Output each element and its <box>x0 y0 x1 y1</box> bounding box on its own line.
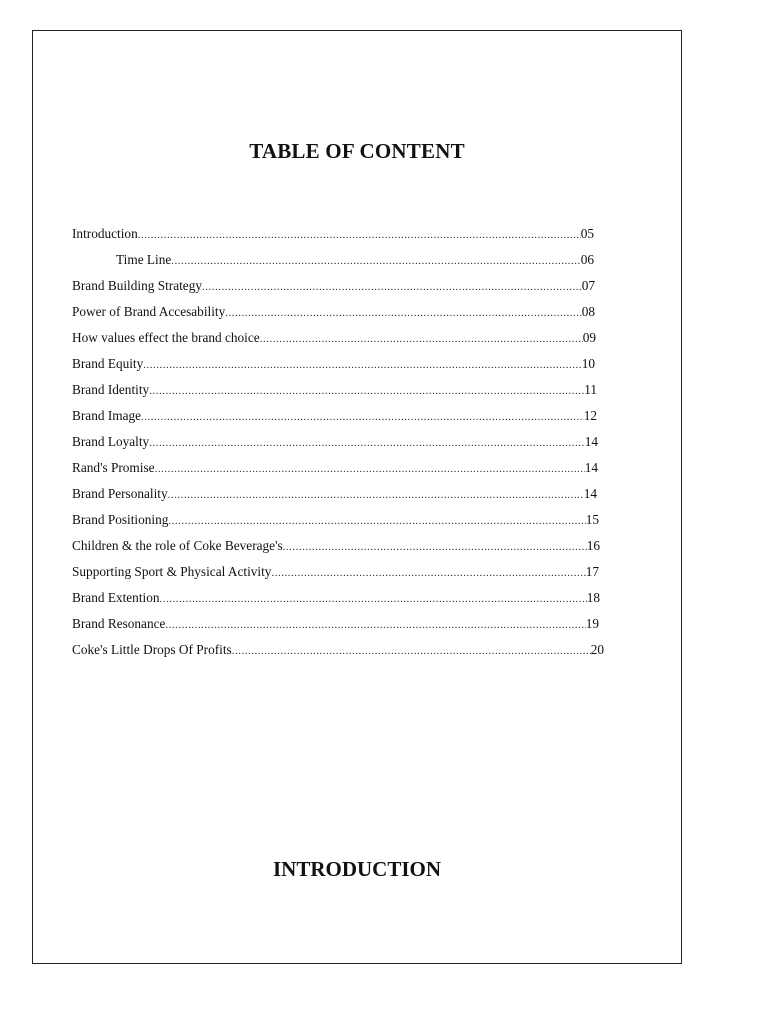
toc-entry-label: Brand Equity <box>72 356 144 371</box>
toc-entry-page: 14 <box>584 460 598 475</box>
toc-entry-page: 17 <box>585 564 599 579</box>
toc-entry-label: Supporting Sport & Physical Activity <box>72 564 272 579</box>
toc-entry-page: 18 <box>586 590 600 605</box>
toc-entry-page: 15 <box>585 512 599 527</box>
toc-entry[interactable] <box>72 455 598 481</box>
toc-entry-label: Time Line <box>116 252 172 267</box>
toc-entry-page: 10 <box>581 356 595 371</box>
toc-entry-page: 19 <box>585 616 599 631</box>
toc-entry[interactable] <box>72 299 595 325</box>
document-page <box>32 30 682 964</box>
toc-entry[interactable] <box>72 585 600 611</box>
toc-dot-leader <box>168 482 584 508</box>
toc-dot-leader <box>168 508 585 534</box>
toc-entry-label: Brand Personality <box>72 486 168 501</box>
toc-dot-leader <box>202 274 582 300</box>
toc-entry-page: 07 <box>581 278 595 293</box>
toc-entry-label: Brand Image <box>72 408 142 423</box>
toc-dot-leader <box>171 248 580 274</box>
toc-entry-label: Rand's Promise <box>72 460 155 475</box>
toc-entry-page: 20 <box>590 642 604 657</box>
toc-dot-leader <box>225 300 581 326</box>
toc-entry-page: 11 <box>584 382 597 397</box>
toc-entry-label: Introduction <box>72 226 138 241</box>
toc-dot-leader <box>149 430 585 456</box>
toc-entry-label: Brand Loyalty <box>72 434 150 449</box>
toc-entry[interactable] <box>116 247 594 273</box>
toc-dot-leader <box>260 326 583 352</box>
toc-entry-page: 05 <box>580 226 594 241</box>
toc-dot-leader <box>160 586 587 612</box>
toc-dot-leader <box>143 352 581 378</box>
toc-title: TABLE OF CONTENT <box>249 139 465 163</box>
toc-entry[interactable] <box>72 403 597 429</box>
toc-entry-page: 08 <box>581 304 595 319</box>
toc-entry[interactable] <box>72 221 594 247</box>
toc-entry[interactable] <box>72 559 599 585</box>
toc-entry-page: 06 <box>580 252 594 267</box>
toc-entry[interactable] <box>72 637 604 663</box>
toc-dot-leader <box>138 222 581 248</box>
toc-entry[interactable] <box>72 351 595 377</box>
toc-entry[interactable] <box>72 611 599 637</box>
toc-dot-leader <box>283 534 587 560</box>
toc-entry-label: Brand Extention <box>72 590 160 605</box>
toc-entry-page: 12 <box>583 408 597 423</box>
section-heading: INTRODUCTION <box>272 857 442 881</box>
toc-dot-leader <box>271 560 585 586</box>
toc-entry-page: 14 <box>583 486 597 501</box>
toc-entry-label: Children & the role of Coke Beverage's <box>72 538 283 553</box>
toc-entry-page: 16 <box>586 538 600 553</box>
toc-entry-label: Brand Positioning <box>72 512 169 527</box>
toc-entry[interactable] <box>72 507 599 533</box>
toc-dot-leader <box>155 456 585 482</box>
toc-list <box>72 221 604 663</box>
toc-entry-label: Brand Building Strategy <box>72 278 203 293</box>
toc-dot-leader <box>141 404 584 430</box>
toc-entry[interactable] <box>72 429 598 455</box>
toc-dot-leader <box>232 638 591 664</box>
toc-entry-label: Coke's Little Drops Of Profits <box>72 642 232 657</box>
toc-entry-label: Brand Resonance <box>72 616 166 631</box>
toc-entry-page: 14 <box>584 434 598 449</box>
toc-entry[interactable] <box>72 325 596 351</box>
toc-entry-page: 09 <box>582 330 596 345</box>
toc-entry[interactable] <box>72 481 597 507</box>
toc-entry[interactable] <box>72 377 597 403</box>
toc-entry-label: Power of Brand Accesability <box>72 304 226 319</box>
toc-entry-label: How values effect the brand choice <box>72 330 260 345</box>
toc-dot-leader <box>165 612 585 638</box>
toc-entry[interactable] <box>72 533 600 559</box>
toc-entry-label: Brand Identity <box>72 382 150 397</box>
toc-dot-leader <box>149 378 584 404</box>
toc-entry[interactable] <box>72 273 595 299</box>
